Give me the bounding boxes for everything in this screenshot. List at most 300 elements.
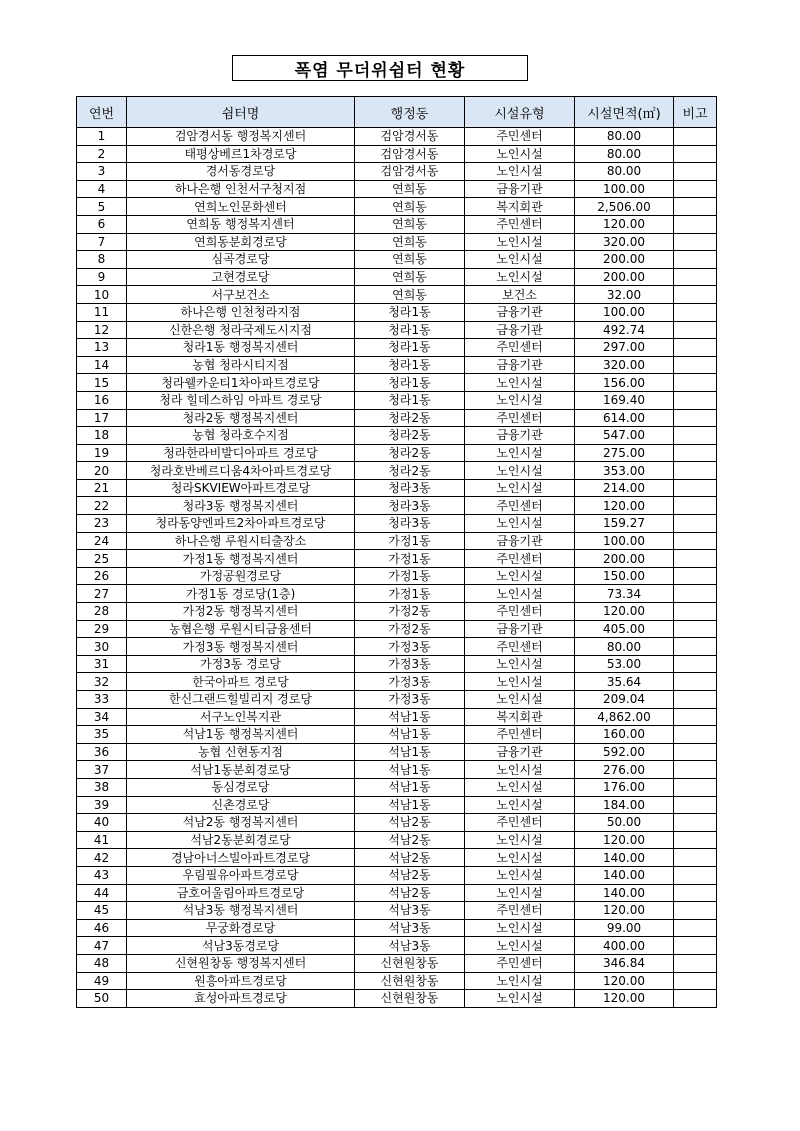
cell-facility-type: 주민센터: [465, 814, 575, 832]
cell-facility-type: 보건소: [465, 286, 575, 304]
cell-number: 19: [77, 444, 127, 462]
cell-shelter-name: 효성아파트경로당: [127, 990, 355, 1008]
cell-facility-area: 405.00: [575, 620, 674, 638]
cell-remarks: [674, 251, 717, 269]
cell-shelter-name: 동심경로당: [127, 778, 355, 796]
table-row: [77, 849, 717, 867]
cell-shelter-name: 가정2동 행정복지센터: [127, 603, 355, 621]
cell-number: 41: [77, 831, 127, 849]
cell-remarks: [674, 761, 717, 779]
cell-facility-area: 320.00: [575, 233, 674, 251]
cell-remarks: [674, 831, 717, 849]
table-row: [77, 778, 717, 796]
cell-shelter-name: 청라호반베르디움4차아파트경로당: [127, 462, 355, 480]
cell-facility-area: 53.00: [575, 655, 674, 673]
cell-admin-dong: 가정1동: [355, 585, 465, 603]
header-facility-area: 시설면적(㎡): [575, 97, 674, 128]
cell-shelter-name: 우림필유아파트경로당: [127, 866, 355, 884]
cell-facility-type: 주민센터: [465, 497, 575, 515]
cell-shelter-name: 고현경로당: [127, 268, 355, 286]
cell-facility-area: 276.00: [575, 761, 674, 779]
table-row: [77, 761, 717, 779]
cell-shelter-name: 한신그랜드힐빌리지 경로당: [127, 691, 355, 709]
table-row: [77, 567, 717, 585]
cell-facility-area: 592.00: [575, 743, 674, 761]
cell-shelter-name: 농협 청라시티지점: [127, 356, 355, 374]
cell-facility-type: 노인시설: [465, 884, 575, 902]
cell-remarks: [674, 990, 717, 1008]
cell-number: 12: [77, 321, 127, 339]
shelter-table: [76, 96, 717, 1008]
cell-shelter-name: 농협 신현동지점: [127, 743, 355, 761]
cell-facility-area: 50.00: [575, 814, 674, 832]
cell-remarks: [674, 303, 717, 321]
cell-remarks: [674, 603, 717, 621]
cell-facility-type: 노인시설: [465, 655, 575, 673]
cell-number: 18: [77, 427, 127, 445]
cell-admin-dong: 청라1동: [355, 339, 465, 357]
header-number: 연번: [77, 97, 127, 128]
cell-admin-dong: 연희동: [355, 180, 465, 198]
cell-facility-area: 353.00: [575, 462, 674, 480]
cell-shelter-name: 농협은행 루원시티금융센터: [127, 620, 355, 638]
table-row: [77, 585, 717, 603]
table-row: [77, 673, 717, 691]
cell-number: 15: [77, 374, 127, 392]
cell-facility-type: 금융기관: [465, 321, 575, 339]
table-row: [77, 356, 717, 374]
cell-facility-type: 금융기관: [465, 743, 575, 761]
cell-number: 2: [77, 145, 127, 163]
table-row: [77, 180, 717, 198]
cell-remarks: [674, 884, 717, 902]
cell-number: 20: [77, 462, 127, 480]
cell-shelter-name: 청라 힐데스하임 아파트 경로당: [127, 391, 355, 409]
cell-shelter-name: 청라2동 행정복지센터: [127, 409, 355, 427]
cell-facility-type: 주민센터: [465, 902, 575, 920]
cell-admin-dong: 신현원창동: [355, 954, 465, 972]
cell-remarks: [674, 814, 717, 832]
cell-facility-area: 120.00: [575, 972, 674, 990]
cell-facility-area: 120.00: [575, 603, 674, 621]
cell-facility-area: 100.00: [575, 532, 674, 550]
table-row: [77, 251, 717, 269]
cell-facility-type: 노인시설: [465, 585, 575, 603]
cell-remarks: [674, 356, 717, 374]
cell-facility-type: 노인시설: [465, 761, 575, 779]
cell-facility-area: 200.00: [575, 550, 674, 568]
cell-admin-dong: 석남3동: [355, 902, 465, 920]
table-row: [77, 972, 717, 990]
cell-shelter-name: 석남2동분회경로당: [127, 831, 355, 849]
cell-shelter-name: 하나은행 인천서구청지점: [127, 180, 355, 198]
cell-admin-dong: 석남1동: [355, 761, 465, 779]
cell-remarks: [674, 796, 717, 814]
cell-shelter-name: 연희동 행정복지센터: [127, 215, 355, 233]
cell-remarks: [674, 497, 717, 515]
cell-admin-dong: 석남1동: [355, 743, 465, 761]
table-header-row: [77, 97, 717, 128]
cell-number: 6: [77, 215, 127, 233]
cell-number: 13: [77, 339, 127, 357]
table-row: [77, 303, 717, 321]
cell-admin-dong: 신현원창동: [355, 972, 465, 990]
cell-number: 28: [77, 603, 127, 621]
cell-number: 33: [77, 691, 127, 709]
cell-admin-dong: 청라1동: [355, 374, 465, 392]
cell-shelter-name: 석남3동 행정복지센터: [127, 902, 355, 920]
cell-facility-type: 주민센터: [465, 339, 575, 357]
cell-admin-dong: 석남1동: [355, 778, 465, 796]
cell-number: 39: [77, 796, 127, 814]
cell-shelter-name: 연희노인문화센터: [127, 198, 355, 216]
cell-number: 25: [77, 550, 127, 568]
cell-admin-dong: 가정1동: [355, 567, 465, 585]
cell-facility-area: 200.00: [575, 251, 674, 269]
cell-remarks: [674, 286, 717, 304]
cell-facility-area: 4,862.00: [575, 708, 674, 726]
cell-admin-dong: 검암경서동: [355, 163, 465, 181]
cell-shelter-name: 무궁화경로당: [127, 919, 355, 937]
cell-remarks: [674, 444, 717, 462]
cell-admin-dong: 연희동: [355, 286, 465, 304]
cell-remarks: [674, 972, 717, 990]
cell-admin-dong: 가정3동: [355, 673, 465, 691]
cell-facility-type: 주민센터: [465, 638, 575, 656]
table-row: [77, 163, 717, 181]
cell-shelter-name: 농협 청라호수지점: [127, 427, 355, 445]
cell-remarks: [674, 128, 717, 146]
cell-shelter-name: 가정3동 경로당: [127, 655, 355, 673]
table-row: [77, 391, 717, 409]
cell-facility-type: 노인시설: [465, 145, 575, 163]
cell-facility-area: 492.74: [575, 321, 674, 339]
cell-remarks: [674, 515, 717, 533]
cell-number: 34: [77, 708, 127, 726]
table-row: [77, 374, 717, 392]
cell-number: 16: [77, 391, 127, 409]
table-row: [77, 954, 717, 972]
cell-admin-dong: 석남1동: [355, 796, 465, 814]
cell-facility-area: 200.00: [575, 268, 674, 286]
cell-facility-area: 120.00: [575, 215, 674, 233]
table-row: [77, 145, 717, 163]
cell-facility-type: 복지회관: [465, 708, 575, 726]
cell-facility-area: 99.00: [575, 919, 674, 937]
cell-shelter-name: 경남아너스빌아파트경로당: [127, 849, 355, 867]
cell-shelter-name: 연희동분회경로당: [127, 233, 355, 251]
cell-remarks: [674, 479, 717, 497]
cell-remarks: [674, 198, 717, 216]
cell-number: 44: [77, 884, 127, 902]
cell-number: 14: [77, 356, 127, 374]
cell-number: 9: [77, 268, 127, 286]
cell-shelter-name: 석남1동 행정복지센터: [127, 726, 355, 744]
cell-facility-area: 80.00: [575, 145, 674, 163]
cell-remarks: [674, 391, 717, 409]
cell-admin-dong: 청라1동: [355, 303, 465, 321]
cell-facility-type: 노인시설: [465, 673, 575, 691]
cell-facility-area: 320.00: [575, 356, 674, 374]
cell-shelter-name: 청라웰카운티1차아파트경로당: [127, 374, 355, 392]
cell-facility-area: 150.00: [575, 567, 674, 585]
cell-remarks: [674, 638, 717, 656]
cell-shelter-name: 심곡경로당: [127, 251, 355, 269]
cell-facility-type: 노인시설: [465, 444, 575, 462]
cell-facility-type: 주민센터: [465, 128, 575, 146]
header-shelter-name: 쉼터명: [127, 97, 355, 128]
cell-facility-area: 80.00: [575, 638, 674, 656]
cell-facility-area: 140.00: [575, 866, 674, 884]
cell-remarks: [674, 339, 717, 357]
cell-facility-type: 금융기관: [465, 532, 575, 550]
cell-remarks: [674, 550, 717, 568]
cell-number: 26: [77, 567, 127, 585]
cell-number: 40: [77, 814, 127, 832]
cell-number: 31: [77, 655, 127, 673]
cell-number: 24: [77, 532, 127, 550]
cell-admin-dong: 가정3동: [355, 691, 465, 709]
cell-remarks: [674, 902, 717, 920]
table-row: [77, 691, 717, 709]
page-title: 폭염 무더위쉼터 현황: [232, 55, 528, 81]
cell-number: 48: [77, 954, 127, 972]
cell-admin-dong: 가정3동: [355, 655, 465, 673]
cell-facility-type: 노인시설: [465, 937, 575, 955]
cell-number: 46: [77, 919, 127, 937]
cell-number: 21: [77, 479, 127, 497]
cell-facility-area: 159.27: [575, 515, 674, 533]
table-row: [77, 550, 717, 568]
cell-facility-type: 주민센터: [465, 215, 575, 233]
cell-facility-area: 400.00: [575, 937, 674, 955]
cell-number: 7: [77, 233, 127, 251]
cell-admin-dong: 연희동: [355, 215, 465, 233]
table-row: [77, 339, 717, 357]
cell-admin-dong: 연희동: [355, 198, 465, 216]
table-row: [77, 128, 717, 146]
cell-facility-area: 614.00: [575, 409, 674, 427]
cell-admin-dong: 청라1동: [355, 356, 465, 374]
table-row: [77, 462, 717, 480]
cell-facility-area: 214.00: [575, 479, 674, 497]
cell-remarks: [674, 427, 717, 445]
cell-remarks: [674, 655, 717, 673]
table-row: [77, 603, 717, 621]
cell-facility-type: 노인시설: [465, 691, 575, 709]
cell-admin-dong: 청라1동: [355, 391, 465, 409]
cell-facility-area: 346.84: [575, 954, 674, 972]
cell-remarks: [674, 409, 717, 427]
cell-number: 37: [77, 761, 127, 779]
cell-shelter-name: 신촌경로당: [127, 796, 355, 814]
cell-number: 42: [77, 849, 127, 867]
cell-number: 29: [77, 620, 127, 638]
cell-admin-dong: 청라2동: [355, 462, 465, 480]
cell-number: 8: [77, 251, 127, 269]
cell-facility-type: 노인시설: [465, 462, 575, 480]
cell-number: 43: [77, 866, 127, 884]
cell-facility-area: 100.00: [575, 303, 674, 321]
table-row: [77, 990, 717, 1008]
table-row: [77, 831, 717, 849]
cell-facility-area: 140.00: [575, 849, 674, 867]
table-row: [77, 919, 717, 937]
cell-remarks: [674, 462, 717, 480]
cell-remarks: [674, 691, 717, 709]
cell-number: 30: [77, 638, 127, 656]
cell-number: 1: [77, 128, 127, 146]
cell-shelter-name: 가정1동 경로당(1층): [127, 585, 355, 603]
cell-facility-type: 노인시설: [465, 866, 575, 884]
cell-shelter-name: 하나은행 인천청라지점: [127, 303, 355, 321]
cell-admin-dong: 석남3동: [355, 937, 465, 955]
cell-remarks: [674, 708, 717, 726]
table-row: [77, 497, 717, 515]
cell-number: 3: [77, 163, 127, 181]
table-row: [77, 655, 717, 673]
cell-facility-area: 547.00: [575, 427, 674, 445]
cell-remarks: [674, 532, 717, 550]
cell-remarks: [674, 567, 717, 585]
cell-facility-area: 169.40: [575, 391, 674, 409]
cell-shelter-name: 석남2동 행정복지센터: [127, 814, 355, 832]
cell-shelter-name: 금호어울림아파트경로당: [127, 884, 355, 902]
cell-remarks: [674, 743, 717, 761]
cell-facility-type: 노인시설: [465, 919, 575, 937]
cell-number: 38: [77, 778, 127, 796]
table-row: [77, 198, 717, 216]
table-row: [77, 233, 717, 251]
cell-shelter-name: 석남1동분회경로당: [127, 761, 355, 779]
cell-facility-area: 209.04: [575, 691, 674, 709]
cell-shelter-name: 청라1동 행정복지센터: [127, 339, 355, 357]
cell-remarks: [674, 849, 717, 867]
cell-remarks: [674, 321, 717, 339]
cell-facility-area: 32.00: [575, 286, 674, 304]
cell-shelter-name: 한국아파트 경로당: [127, 673, 355, 691]
table-row: [77, 884, 717, 902]
cell-facility-type: 노인시설: [465, 972, 575, 990]
cell-facility-area: 156.00: [575, 374, 674, 392]
cell-number: 47: [77, 937, 127, 955]
cell-facility-type: 노인시설: [465, 251, 575, 269]
table-row: [77, 726, 717, 744]
table-row: [77, 902, 717, 920]
table-row: [77, 427, 717, 445]
cell-remarks: [674, 673, 717, 691]
cell-shelter-name: 석남3동경로당: [127, 937, 355, 955]
table-row: [77, 638, 717, 656]
cell-facility-type: 노인시설: [465, 515, 575, 533]
cell-facility-type: 노인시설: [465, 163, 575, 181]
cell-remarks: [674, 145, 717, 163]
cell-remarks: [674, 163, 717, 181]
cell-shelter-name: 태평상베르1차경로당: [127, 145, 355, 163]
cell-facility-area: 176.00: [575, 778, 674, 796]
cell-shelter-name: 가정1동 행정복지센터: [127, 550, 355, 568]
table-row: [77, 515, 717, 533]
cell-number: 17: [77, 409, 127, 427]
cell-remarks: [674, 954, 717, 972]
cell-admin-dong: 가정1동: [355, 550, 465, 568]
cell-facility-type: 금융기관: [465, 620, 575, 638]
cell-facility-area: 80.00: [575, 128, 674, 146]
cell-facility-area: 73.34: [575, 585, 674, 603]
cell-facility-type: 금융기관: [465, 180, 575, 198]
cell-remarks: [674, 374, 717, 392]
cell-remarks: [674, 180, 717, 198]
cell-shelter-name: 검암경서동 행정복지센터: [127, 128, 355, 146]
cell-admin-dong: 청라1동: [355, 321, 465, 339]
cell-admin-dong: 가정2동: [355, 603, 465, 621]
cell-facility-area: 120.00: [575, 902, 674, 920]
cell-admin-dong: 가정1동: [355, 532, 465, 550]
cell-shelter-name: 가정3동 행정복지센터: [127, 638, 355, 656]
cell-facility-type: 노인시설: [465, 849, 575, 867]
cell-facility-type: 주민센터: [465, 603, 575, 621]
cell-facility-type: 노인시설: [465, 268, 575, 286]
cell-admin-dong: 청라3동: [355, 497, 465, 515]
cell-number: 50: [77, 990, 127, 1008]
cell-shelter-name: 신한은행 청라국제도시지점: [127, 321, 355, 339]
cell-facility-area: 80.00: [575, 163, 674, 181]
cell-facility-area: 2,506.00: [575, 198, 674, 216]
cell-admin-dong: 청라3동: [355, 515, 465, 533]
cell-facility-type: 금융기관: [465, 303, 575, 321]
cell-remarks: [674, 866, 717, 884]
cell-facility-type: 금융기관: [465, 427, 575, 445]
cell-shelter-name: 청라동양엔파트2차아파트경로당: [127, 515, 355, 533]
cell-shelter-name: 원흥아파트경로당: [127, 972, 355, 990]
cell-admin-dong: 가정2동: [355, 620, 465, 638]
cell-facility-area: 184.00: [575, 796, 674, 814]
cell-facility-type: 노인시설: [465, 567, 575, 585]
cell-admin-dong: 석남2동: [355, 884, 465, 902]
cell-admin-dong: 석남2동: [355, 831, 465, 849]
cell-facility-type: 노인시설: [465, 778, 575, 796]
cell-number: 10: [77, 286, 127, 304]
table-row: [77, 796, 717, 814]
cell-facility-type: 주민센터: [465, 954, 575, 972]
cell-facility-type: 노인시설: [465, 233, 575, 251]
cell-remarks: [674, 585, 717, 603]
cell-number: 5: [77, 198, 127, 216]
cell-number: 35: [77, 726, 127, 744]
cell-number: 36: [77, 743, 127, 761]
table-body: [77, 128, 717, 1008]
table-row: [77, 708, 717, 726]
cell-facility-type: 금융기관: [465, 356, 575, 374]
cell-admin-dong: 검암경서동: [355, 145, 465, 163]
cell-shelter-name: 하나은행 루원시티출장소: [127, 532, 355, 550]
table-row: [77, 444, 717, 462]
cell-remarks: [674, 233, 717, 251]
cell-shelter-name: 서구노인복지관: [127, 708, 355, 726]
cell-admin-dong: 신현원창동: [355, 990, 465, 1008]
cell-number: 49: [77, 972, 127, 990]
cell-remarks: [674, 620, 717, 638]
table-row: [77, 286, 717, 304]
cell-admin-dong: 청라2동: [355, 427, 465, 445]
cell-shelter-name: 가정공원경로당: [127, 567, 355, 585]
table-row: [77, 866, 717, 884]
cell-admin-dong: 연희동: [355, 251, 465, 269]
cell-shelter-name: 신현원창동 행정복지센터: [127, 954, 355, 972]
header-remarks: 비고: [674, 97, 717, 128]
cell-remarks: [674, 215, 717, 233]
table-row: [77, 620, 717, 638]
